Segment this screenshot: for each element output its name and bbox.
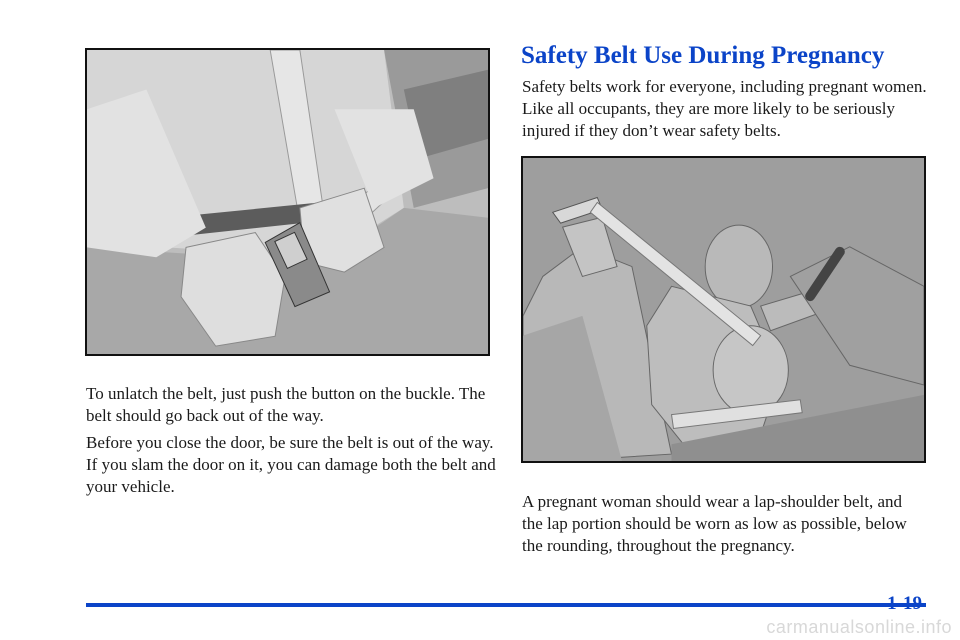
pregnancy-drawing	[523, 158, 924, 461]
watermark: carmanualsonline.info	[766, 617, 952, 637]
page-number: 1-19	[887, 593, 922, 614]
buckle-illustration	[85, 48, 490, 356]
close-door-paragraph: Before you close the door, be sure the belt is out of the way. If you slam the door on it, you can damage both the belt and your vehicle.	[86, 433, 496, 496]
footer-rule	[86, 603, 926, 607]
unlatch-paragraph: To unlatch the belt, just push the button on the buckle. The belt should go back out of the way.	[86, 384, 486, 425]
buckle-drawing	[87, 50, 488, 354]
pregnancy-belt-illustration	[521, 156, 926, 463]
pregnancy-belt-paragraph: A pregnant woman should wear a lap-shoulder belt, and the lap portion should be worn as low as possible, below the rounding, throughout the pregnancy.	[522, 492, 907, 555]
section-heading: Safety Belt Use During Pregnancy	[521, 42, 885, 69]
intro-paragraph: Safety belts work for everyone, including pregnant women. Like all occupants, they are more likely to be seriously injured if they don’t wear safety belts.	[522, 77, 927, 140]
